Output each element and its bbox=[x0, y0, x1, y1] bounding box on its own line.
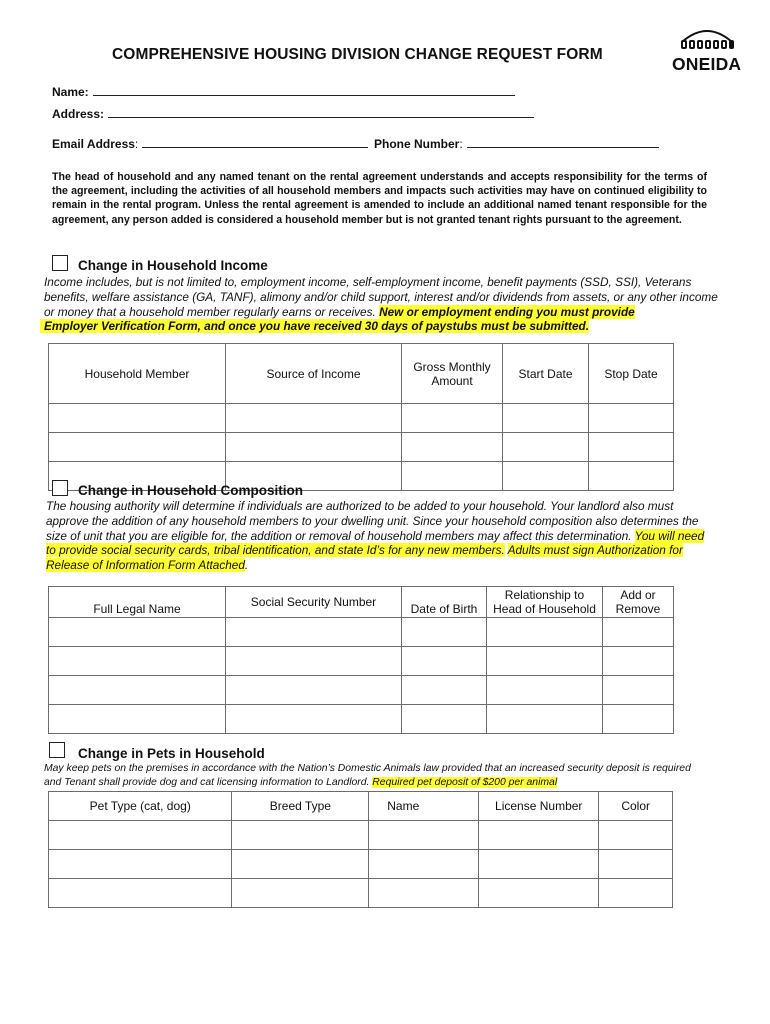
pets-note bbox=[44, 762, 709, 790]
table-cell[interactable] bbox=[487, 676, 603, 705]
email-colon: : bbox=[134, 137, 139, 151]
name-field[interactable] bbox=[52, 84, 515, 99]
table-row bbox=[49, 676, 674, 705]
composition-table bbox=[48, 586, 674, 734]
column-header: Breed Type bbox=[232, 792, 369, 821]
table-cell[interactable] bbox=[402, 433, 503, 462]
income-note-text: Income includes, but is not limited to, employment income, self-employment income, benefit payments (SSD, SSI), Veterans benefits, welfare assistance (GA, TANF), alimony and/or child support, interest and/or dividends from assets, or any other income or money that a household member regularly earns or receives. bbox=[44, 275, 718, 319]
table-cell[interactable] bbox=[487, 705, 603, 734]
pets-table bbox=[48, 791, 673, 908]
table-row bbox=[49, 433, 674, 462]
income-note-highlight-2: Employer Verification Form, and once you have received 30 days of paystubs must be submitted. bbox=[40, 319, 589, 333]
address-field[interactable] bbox=[52, 106, 534, 121]
column-header: Source of Income bbox=[226, 344, 402, 404]
table-cell[interactable] bbox=[49, 705, 226, 734]
column-header: Household Member bbox=[49, 344, 226, 404]
pets-note-text: May keep pets on the premises in accordance with the Nation’s Domestic Animals law provided that an increased security deposit is required and Tenant shall provide dog and cat licensing information to Landlord. bbox=[44, 763, 691, 788]
table-cell[interactable] bbox=[603, 647, 674, 676]
table-cell[interactable] bbox=[226, 647, 402, 676]
email-label: Email Address bbox=[52, 137, 135, 151]
composition-table-header bbox=[49, 587, 674, 618]
table-cell[interactable] bbox=[369, 879, 479, 908]
table-cell[interactable] bbox=[49, 850, 232, 879]
table-cell[interactable] bbox=[232, 821, 369, 850]
income-note-highlight-1: New or employment ending you must provide bbox=[379, 304, 635, 319]
table-cell[interactable] bbox=[226, 404, 402, 433]
composition-note-highlight-2: Adults must sign Authorization for Release of Information Form Attached bbox=[46, 543, 683, 573]
table-cell[interactable] bbox=[49, 676, 226, 705]
name-label: Name: bbox=[52, 85, 89, 99]
table-cell[interactable] bbox=[479, 821, 599, 850]
table-cell[interactable] bbox=[49, 433, 226, 462]
table-cell[interactable] bbox=[369, 821, 479, 850]
address-label: Address: bbox=[52, 107, 105, 121]
table-cell[interactable] bbox=[599, 821, 673, 850]
income-table-header bbox=[49, 344, 674, 404]
table-cell[interactable] bbox=[402, 676, 487, 705]
table-row bbox=[49, 821, 673, 850]
phone-input-line[interactable] bbox=[467, 136, 659, 148]
table-cell[interactable] bbox=[49, 647, 226, 676]
table-row bbox=[49, 647, 674, 676]
table-cell[interactable] bbox=[603, 676, 674, 705]
table-cell[interactable] bbox=[49, 618, 226, 647]
pets-section-title: Change in Pets in Household bbox=[78, 746, 265, 761]
table-cell[interactable] bbox=[487, 647, 603, 676]
table-cell[interactable] bbox=[589, 404, 674, 433]
income-note bbox=[44, 275, 724, 334]
email-field[interactable] bbox=[52, 136, 368, 151]
table-row bbox=[49, 618, 674, 647]
table-cell[interactable] bbox=[402, 462, 503, 491]
table-cell[interactable] bbox=[589, 433, 674, 462]
pets-table-header bbox=[49, 792, 673, 821]
table-cell[interactable] bbox=[402, 404, 503, 433]
table-cell[interactable] bbox=[49, 821, 232, 850]
table-cell[interactable] bbox=[503, 462, 589, 491]
page-title: COMPREHENSIVE HOUSING DIVISION CHANGE REQUEST FORM bbox=[112, 46, 603, 63]
composition-note bbox=[46, 499, 706, 573]
composition-note-end: . bbox=[244, 558, 249, 573]
table-row bbox=[49, 404, 674, 433]
phone-field[interactable] bbox=[374, 136, 659, 151]
table-cell[interactable] bbox=[232, 879, 369, 908]
name-input-line[interactable] bbox=[93, 84, 515, 96]
oneida-logo bbox=[670, 26, 744, 78]
income-checkbox[interactable] bbox=[52, 255, 68, 271]
composition-note-text: The housing authority will determine if individuals are authorized to be added to your household. Your landlord also must approve the addition of any household members to your dwelling unit. Since your household composition also determines the size of unit that you are eligible for, the addition or removal of household members may affect this determination. bbox=[46, 499, 699, 543]
income-table bbox=[48, 343, 674, 491]
column-header: License Number bbox=[479, 792, 599, 821]
table-cell[interactable] bbox=[503, 433, 589, 462]
column-header: Stop Date bbox=[589, 344, 674, 404]
table-cell[interactable] bbox=[599, 879, 673, 908]
table-cell[interactable] bbox=[487, 618, 603, 647]
table-cell[interactable] bbox=[402, 705, 487, 734]
table-cell[interactable] bbox=[402, 618, 487, 647]
table-cell[interactable] bbox=[226, 676, 402, 705]
table-cell[interactable] bbox=[226, 433, 402, 462]
table-cell[interactable] bbox=[479, 850, 599, 879]
table-cell[interactable] bbox=[402, 647, 487, 676]
table-cell[interactable] bbox=[369, 850, 479, 879]
table-cell[interactable] bbox=[49, 879, 232, 908]
logo-text: ONEIDA bbox=[672, 54, 742, 74]
composition-section-title: Change in Household Composition bbox=[78, 483, 303, 498]
column-header: Add or Remove bbox=[603, 587, 674, 618]
table-cell[interactable] bbox=[603, 705, 674, 734]
pets-checkbox[interactable] bbox=[49, 742, 65, 758]
composition-note-highlight-1: You will need to provide social security cards, tribal identification, and state Id’s for any new members. bbox=[46, 528, 705, 558]
table-cell[interactable] bbox=[232, 850, 369, 879]
column-header: Relationship to Head of Household bbox=[487, 587, 603, 618]
table-cell[interactable] bbox=[49, 404, 226, 433]
column-header: Name bbox=[369, 792, 479, 821]
table-cell[interactable] bbox=[503, 404, 589, 433]
email-input-line[interactable] bbox=[142, 136, 368, 148]
table-cell[interactable] bbox=[479, 879, 599, 908]
phone-colon: : bbox=[459, 137, 463, 151]
address-input-line[interactable] bbox=[108, 106, 534, 118]
column-header: Start Date bbox=[503, 344, 589, 404]
table-row bbox=[49, 850, 673, 879]
table-cell[interactable] bbox=[599, 850, 673, 879]
table-row bbox=[49, 879, 673, 908]
column-header: Social Security Number bbox=[226, 587, 402, 618]
pets-note-highlight: Required pet deposit of $200 per animal bbox=[372, 777, 558, 788]
oneida-logo-emblem-icon bbox=[676, 26, 738, 52]
table-cell[interactable] bbox=[226, 705, 402, 734]
table-row bbox=[49, 705, 674, 734]
table-cell[interactable] bbox=[603, 618, 674, 647]
intro-paragraph: The head of household and any named tenant on the rental agreement understands and accepts responsibility for the terms of the agreement, including the activities of all household members and impacts such activities may have on continued eligibility to remain in the rental program. Unless the rental agreement is amended to include an additional named tenant responsible for the agreement, any person added is considered a household member but is not granted tenant rights pursuant to the agreement. bbox=[52, 171, 707, 226]
column-header: Pet Type (cat, dog) bbox=[49, 792, 232, 821]
income-section-title: Change in Household Income bbox=[78, 258, 268, 273]
column-header: Date of Birth bbox=[402, 587, 487, 618]
column-header: Full Legal Name bbox=[49, 587, 226, 618]
table-cell[interactable] bbox=[226, 618, 402, 647]
composition-checkbox[interactable] bbox=[52, 480, 68, 496]
table-cell[interactable] bbox=[589, 462, 674, 491]
phone-label: Phone Number bbox=[374, 137, 460, 151]
column-header: Gross Monthly Amount bbox=[402, 344, 503, 404]
column-header: Color bbox=[599, 792, 673, 821]
